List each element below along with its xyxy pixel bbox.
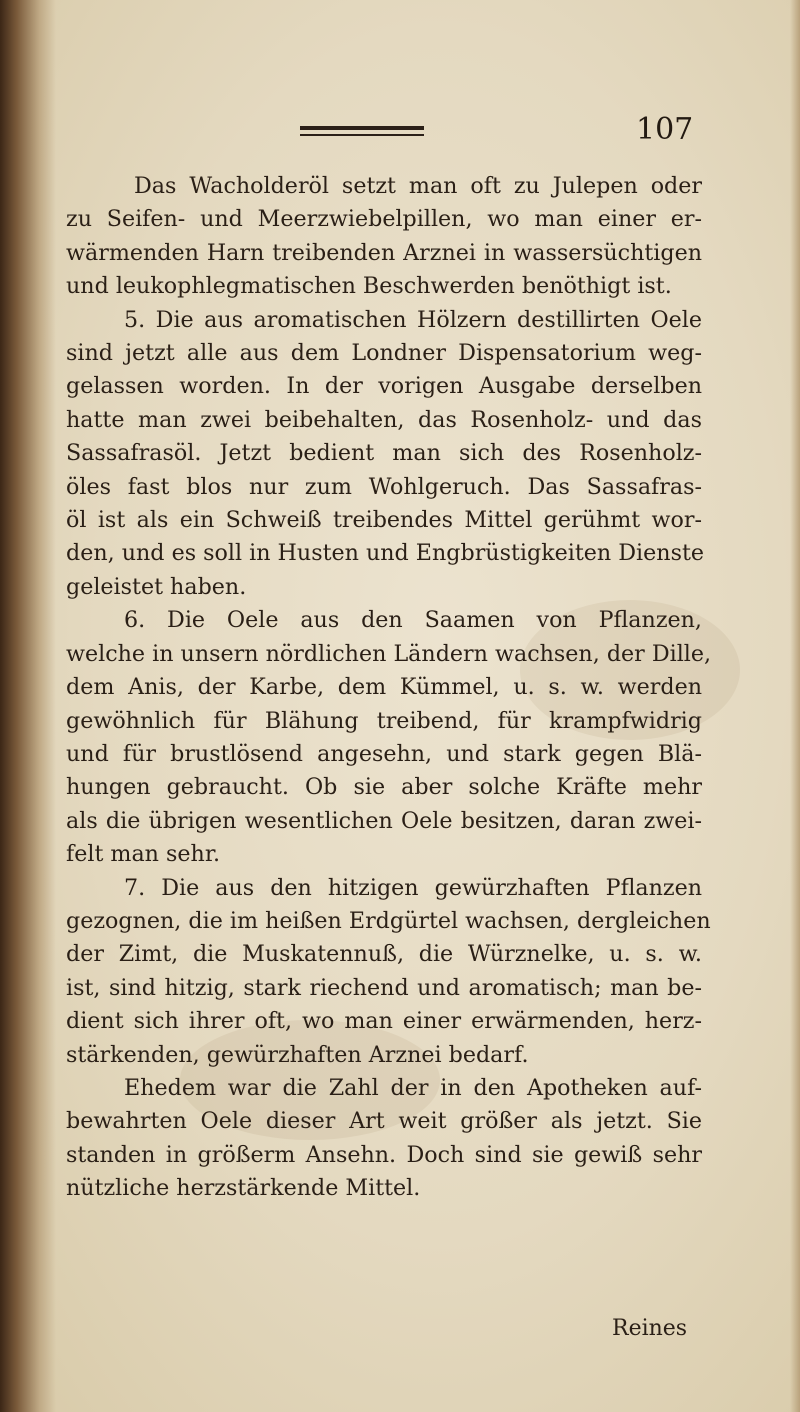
text-line: den, und es soll in Husten und Engbrüstigkeiten Dienste: [66, 540, 704, 567]
text-line: Das Wacholderöl setzt man oft zu Julepen oder: [134, 173, 702, 199]
text-line: bewahrten Oele dieser Art weit größer als jetzt. Sie: [66, 1108, 702, 1135]
text-line: dem Anis, der Karbe, dem Kümmel, u. s. w. werden: [66, 674, 702, 701]
text-line: nützliche herzstärkende Mittel.: [66, 1175, 421, 1202]
text-line: zu Seifen- und Meerzwiebelpillen, wo man einer er-: [66, 206, 702, 233]
text-line: sind jetzt alle aus dem Londner Dispensatorium weg-: [66, 340, 702, 367]
text-line: Sassafrasöl. Jetzt bedient man sich des Rosenholz-: [66, 440, 702, 467]
text-line: gelassen worden. In der vorigen Ausgabe derselben: [66, 373, 702, 400]
text-line: stärkenden, gewürzhaften Arznei bedarf.: [66, 1041, 529, 1068]
text-line: öl ist als ein Schweiß treibendes Mittel gerühmt wor-: [66, 507, 702, 534]
header-rule: [300, 134, 424, 136]
text-line: hatte man zwei beibehalten, das Rosenholz- und das: [66, 406, 702, 433]
binding-shadow: [0, 0, 56, 1412]
text-line: der Zimt, die Muskatennuß, die Würznelke, u. s. w.: [66, 941, 702, 968]
page-number: 107: [636, 112, 694, 147]
text-line: als die übrigen wesentlichen Oele besitzen, daran zwei-: [66, 807, 702, 834]
header-rule: [300, 126, 424, 130]
text-line: 5. Die aus aromatischen Hölzern destillirten Oele: [124, 306, 702, 333]
text-line: geleistet haben.: [66, 573, 247, 600]
page-edge: [790, 0, 800, 1412]
text-line: felt man sehr.: [66, 841, 221, 868]
text-line: und für brustlösend angesehn, und stark gegen Blä-: [66, 740, 702, 767]
text-line: gewöhnlich für Blähung treibend, für krampfwidrig: [66, 707, 702, 734]
text-line: 7. Die aus den hitzigen gewürzhaften Pflanzen: [124, 874, 702, 901]
text-line: 6. Die Oele aus den Saamen von Pflanzen,: [124, 607, 702, 634]
text-line: hungen gebraucht. Ob sie aber solche Kräfte mehr: [66, 774, 702, 801]
text-line: Ehedem war die Zahl der in den Apotheken auf-: [124, 1074, 702, 1101]
text-line: gezognen, die im heißen Erdgürtel wachsen, dergleichen: [66, 907, 711, 934]
text-line: welche in unsern nördlichen Ländern wachsen, der Dille,: [66, 640, 712, 667]
text-line: wärmenden Harn treibenden Arznei in wassersüchtigen: [66, 239, 702, 266]
text-line: ist, sind hitzig, stark riechend und aromatisch; man be-: [66, 974, 702, 1001]
body-text: [66, 170, 712, 1206]
text-line: dient sich ihrer oft, wo man einer erwärmenden, herz-: [66, 1008, 702, 1035]
catchword: Reines: [612, 1316, 688, 1341]
text-line: standen in größerm Ansehn. Doch sind sie gewiß sehr: [66, 1141, 702, 1168]
text-line: und leukophlegmatischen Beschwerden benöthigt ist.: [66, 273, 672, 300]
text-line: öles fast blos nur zum Wohlgeruch. Das Sassafras-: [66, 473, 702, 500]
